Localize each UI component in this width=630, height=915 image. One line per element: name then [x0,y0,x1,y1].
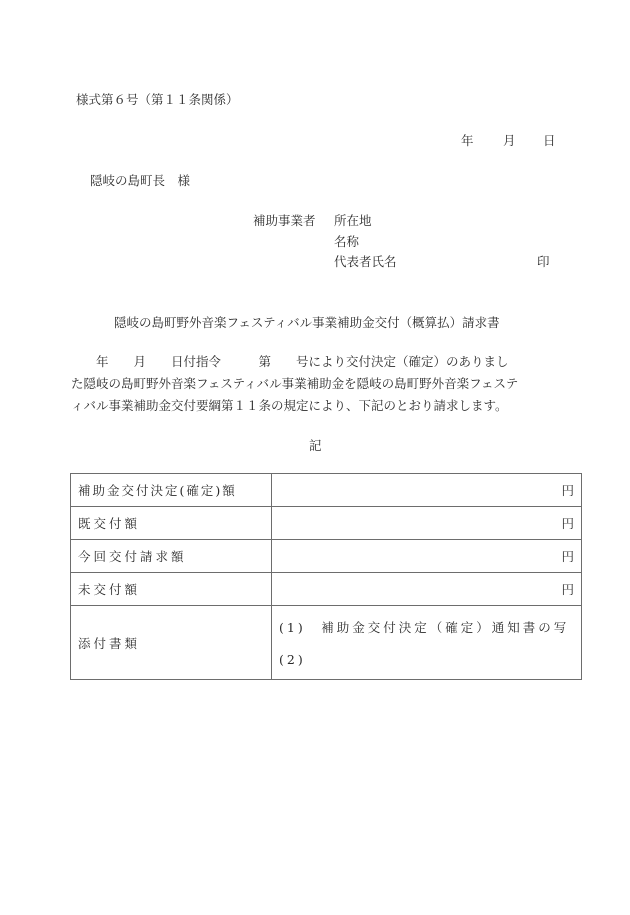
table-row [71,540,582,573]
attachment-item-1: (1) 補助金交付決定（確定）通知書の写 [279,620,570,635]
amount-field[interactable]: 円 [272,573,582,606]
date-year: 年 [461,133,474,148]
table-row [71,474,582,507]
amount-field[interactable]: 円 [272,540,582,573]
row-label: 既交付額 [71,507,272,540]
addressee: 隠岐の島町長 様 [90,173,191,188]
amount-field[interactable]: 円 [272,474,582,507]
table-row-attachments [71,606,582,680]
table-row [71,507,582,540]
attachments-cell[interactable] [272,606,582,680]
attachment-item-2: (2) [279,652,306,667]
document-title: 隠岐の島町野外音楽フェスティバル事業補助金交付（概算払）請求書 [114,315,500,330]
applicant-name-label: 名称 [334,234,360,249]
applicant-label: 補助事業者 [253,213,316,228]
row-label: 今回交付請求額 [71,540,272,573]
table-row [71,573,582,606]
applicant-representative-label: 代表者氏名 [334,254,397,269]
applicant-address-label: 所在地 [334,213,372,228]
form-number: 様式第６号（第１１条関係） [76,92,239,107]
amount-field[interactable]: 円 [272,507,582,540]
body-line-1: 年 月 日付指令 第 号により交付決定（確定）のありまし [71,354,509,369]
date-day: 日 [543,133,556,148]
row-label: 補助金交付決定(確定)額 [71,474,272,507]
date-month: 月 [503,133,516,148]
body-line-2: た隠岐の島町野外音楽フェスティバル事業補助金を隠岐の島町野外音楽フェステ [71,376,519,391]
body-line-3: ィバル事業補助金交付要綱第１１条の規定により、下記のとおり請求します。 [71,398,508,413]
row-label: 未交付額 [71,573,272,606]
request-table [70,473,582,680]
attachments-label: 添付書類 [71,606,272,680]
seal-mark: 印 [537,254,550,269]
ki-heading: 記 [309,438,322,453]
